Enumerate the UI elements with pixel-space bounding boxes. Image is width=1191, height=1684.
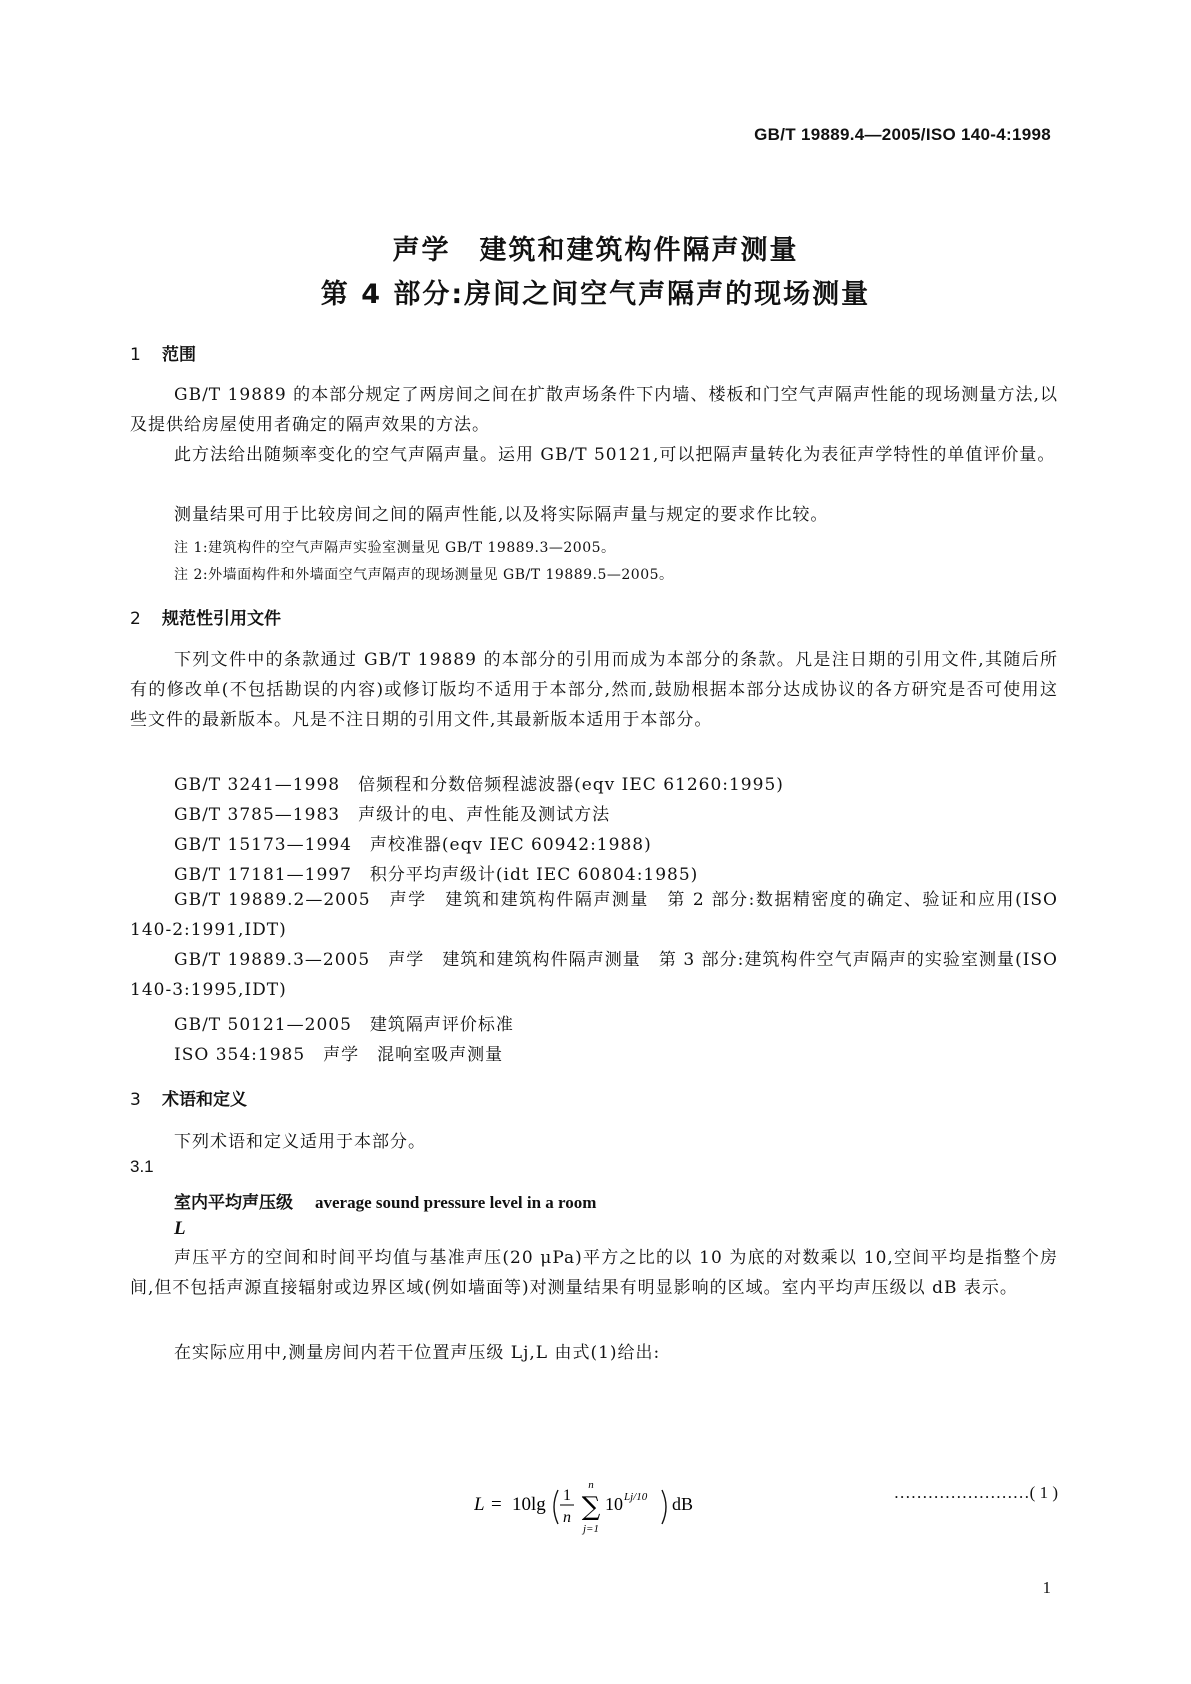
power-base: 10 [605,1494,623,1514]
section-1-heading [130,340,196,365]
formula-unit: dB [672,1494,694,1514]
power-exponent: Lj/10 [624,1491,648,1503]
section-1-para-1: GB/T 19889 的本部分规定了两房间之间在扩散声场条件下内墙、楼板和门空气声隔声性能的现场测量方法,以及提供给房屋使用者确定的隔声效果的方法。 [130,385,1058,435]
equation-number: ……………………( 1 ) [893,1483,1058,1502]
note-2: 注 2:外墙面构件和外墙面空气声隔声的现场测量见 GB/T 19889.5—2005。 [174,567,674,583]
summation-sign: ∑ [581,1492,601,1522]
title-line-1: 声学 建筑和建筑构件隔声测量 [392,235,799,266]
page-number: 1 [1042,1578,1051,1597]
reference-item: GB/T 19889.2—2005 声学 建筑和建筑构件隔声测量 第 2 部分:数据精密度的确定、验证和应用(ISO 140-2:1991,IDT) [130,890,1058,940]
formula-lhs: L [474,1494,485,1515]
right-paren [662,1490,666,1524]
term-chinese: 室内平均声压级 [174,1193,293,1213]
section-3-heading [130,1085,247,1110]
reference-item: GB/T 17181—1997 积分平均声级计(idt IEC 60804:1985) [174,865,699,885]
term-english: average sound pressure level in a room [315,1193,597,1212]
section-2-heading [130,604,281,629]
reference-item: GB/T 15173—1994 声校准器(eqv IEC 60942:1988) [174,835,652,855]
title-line-2: 第 4 部分:房间之间空气声隔声的现场测量 [320,279,871,310]
section-title: 范围 [162,345,196,365]
reference-item: GB/T 3241—1998 倍频程和分数倍频程滤波器(eqv IEC 61260:1995) [174,775,784,795]
term-symbol: L [174,1218,186,1239]
term-number: 3.1 [130,1157,154,1176]
formula-equals: = [491,1494,502,1515]
section-number: 3 [130,1090,141,1110]
section-1-para-2: 此方法给出随频率变化的空气声隔声量。运用 GB/T 50121,可以把隔声量转化为表征声学特性的单值评价量。 [174,445,1056,465]
reference-item: GB/T 50121—2005 建筑隔声评价标准 [174,1015,514,1035]
section-number: 1 [130,345,141,365]
section-3-intro: 下列术语和定义适用于本部分。 [174,1132,426,1152]
section-2-intro: 下列文件中的条款通过 GB/T 19889 的本部分的引用而成为本部分的条款。凡是注日期的引用文件,其随后所有的修改单(不包括勘误的内容)或修订版均不适用于本部分,然而,鼓励根据本部分达成协议的各方研究是否可使用这些文件的最新版本。凡是不注日期的引用文件,其最新版本适用于本部分。 [130,650,1058,730]
standard-code-header: GB/T 19889.4—2005/ISO 140-4:1998 [754,125,1051,144]
left-paren [554,1490,558,1524]
section-number: 2 [130,609,141,629]
term-definition: 声压平方的空间和时间平均值与基准声压(20 μPa)平方之比的以 10 为底的对数乘以 10,空间平均是指整个房间,但不包括声源直接辐射或边界区域(例如墙面等)对测量结果有明显影响的区域。室内平均声压级以 dB 表示。 [130,1248,1058,1298]
formula-1 [474,1478,714,1543]
term-heading [174,1188,596,1213]
section-title: 术语和定义 [162,1090,247,1110]
fraction-denominator: n [563,1509,571,1526]
sum-upper-limit: n [588,1479,594,1491]
reference-item: ISO 354:1985 声学 混响室吸声测量 [174,1045,504,1065]
formula-graphic [474,1478,714,1538]
fraction-numerator: 1 [563,1487,571,1504]
section-1-para-3: 测量结果可用于比较房间之间的隔声性能,以及将实际隔声量与规定的要求作比较。 [174,505,829,525]
section-title: 规范性引用文件 [162,609,281,629]
formula-log: 10lg [512,1494,546,1515]
practice-statement: 在实际应用中,测量房间内若干位置声压级 Lj,L 由式(1)给出: [174,1343,661,1363]
reference-item: GB/T 3785—1983 声级计的电、声性能及测试方法 [174,805,611,825]
note-1: 注 1:建筑构件的空气声隔声实验室测量见 GB/T 19889.3—2005。 [174,540,616,556]
reference-item: GB/T 19889.3—2005 声学 建筑和建筑构件隔声测量 第 3 部分:建筑构件空气声隔声的实验室测量(ISO 140-3:1995,IDT) [130,950,1058,1000]
sum-lower-limit: j=1 [583,1523,599,1535]
